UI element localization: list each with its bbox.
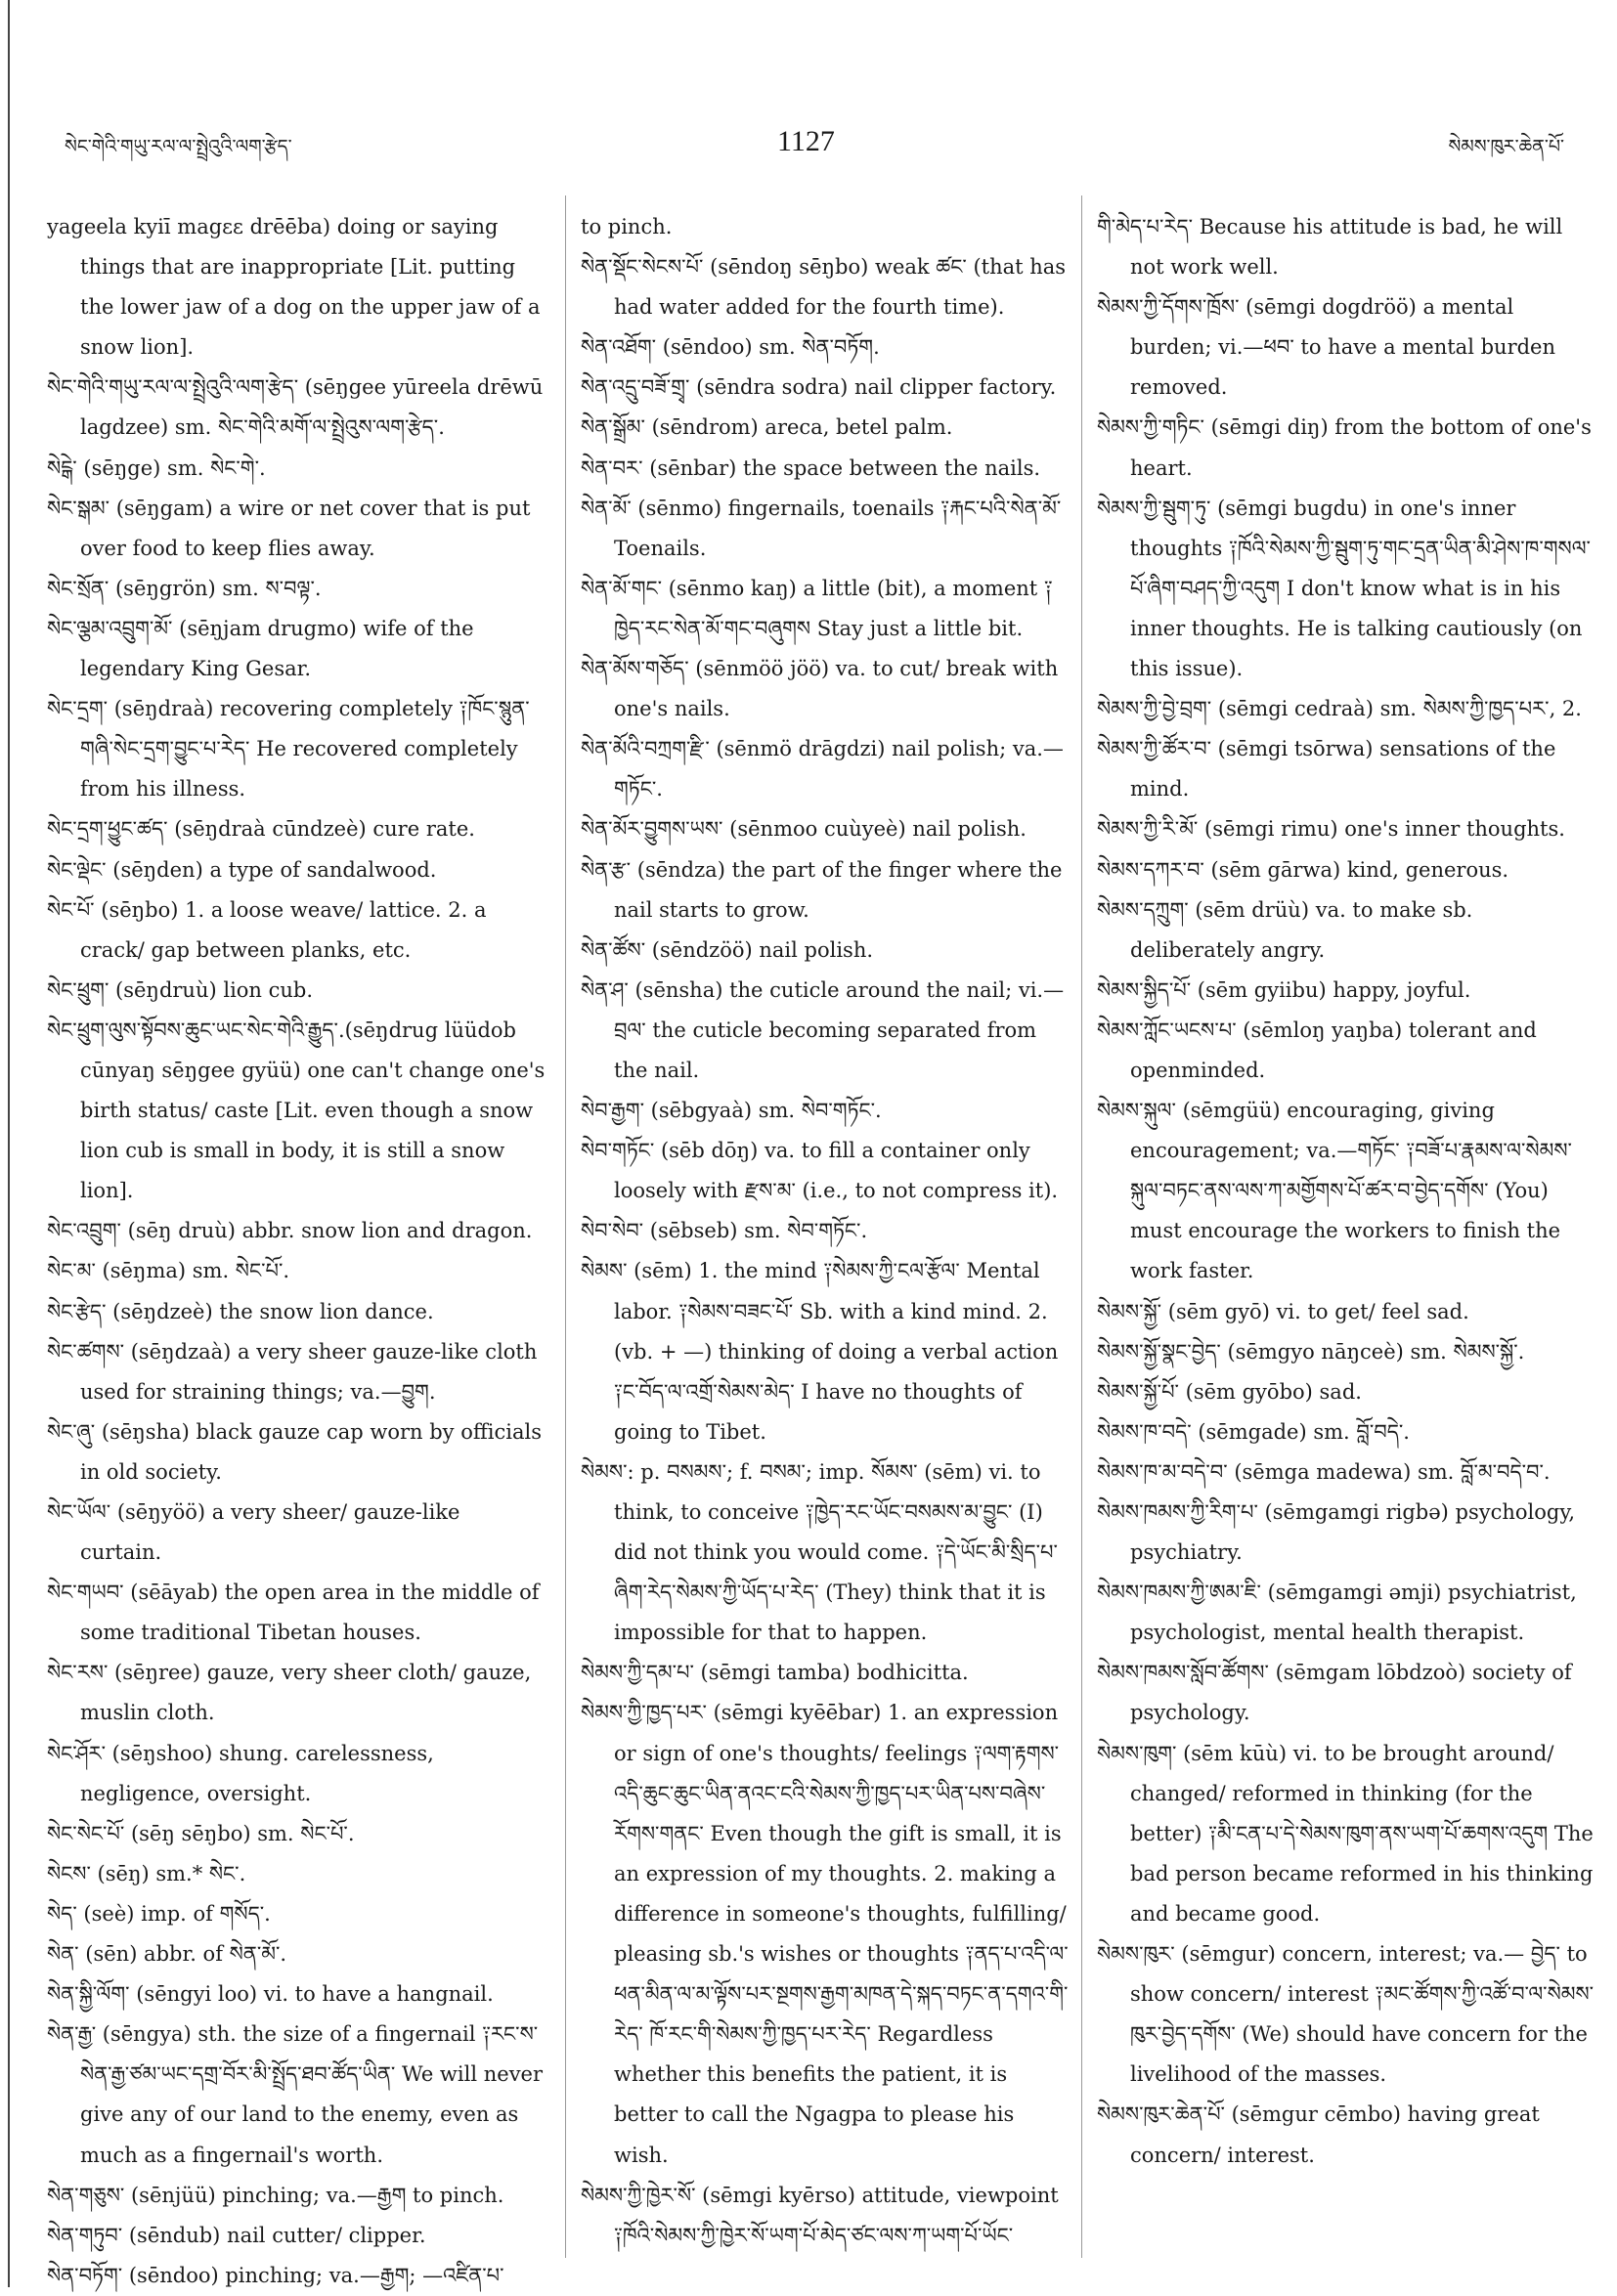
dictionary-entry: སེམས་ཁུར་ཆེན་པོ་ (sēmgur cēmbo) having great concern/ interest. <box>1097 2102 1540 2167</box>
dictionary-entry: སེང་ལྡེང་ (sēŋden) a type of sandalwood. <box>47 857 437 882</box>
dictionary-entry: སེན་གཅུས་ (sēnjüü) pinching; va.—རྒྱག to pinch. <box>47 2183 504 2207</box>
dictionary-entry: སེམས་ཁམས་ཀྱི་རིག་པ་ (sēmgamgi rigbə) psychology, psychiatry. <box>1097 1500 1576 1565</box>
dictionary-entry: སེན་ཚོས་ (sēndzöö) nail polish. <box>581 937 874 962</box>
dictionary-entry: སེང་སྲོན་ (sēŋgrön) sm. ས་བལྟ་. <box>47 576 322 600</box>
column-2 <box>581 207 1070 2256</box>
dictionary-entry: སེམས་སྐྱོ་སྣང་བྱེད་ (sēmgyo nāŋceè) sm. སེམས་སྐྱོ་. <box>1097 1339 1525 1364</box>
dictionary-entry: སེན་ (sēn) abbr. of སེན་མོ་. <box>47 1942 287 1967</box>
dictionary-entry: སེང་པོ་ (sēŋbo) 1. a loose weave/ lattice. 2. a crack/ gap between planks, etc. <box>47 897 487 962</box>
dictionary-entry: སེན་མོའི་བཀྲག་རྫི་ (sēnmö drāgdzi) nail polish; va.—གཏོང་. <box>581 737 1064 801</box>
dictionary-entry: སེན་མོར་བྱུགས་ཡས་ (sēnmoo cuùyeè) nail polish. <box>581 817 1027 842</box>
column-3 <box>1097 207 1595 2176</box>
top-edge-dots <box>0 0 1617 14</box>
dictionary-entry: སེམས་ཀྱི་ཚོར་བ་ (sēmgi tsōrwa) sensations of the mind. <box>1097 737 1556 801</box>
dictionary-entry: སེམས་ཁ་བདེ་ (sēmgade) sm. བློ་བདེ་. <box>1097 1419 1410 1444</box>
dictionary-entry: སེམས་སྐྱོ་ (sēm gyō) vi. to get/ feel sad. <box>1097 1299 1469 1323</box>
dictionary-entry: སེང་དྲག་ (sēŋdraà) recovering completely ༑ཁོང་སྙུན་གཞི་སེང་དྲག་བྱུང་པ་རེད་ He recovered completely from his illness. <box>47 697 530 801</box>
dictionary-entry: སེབ་གཏོང་ (sēb dōŋ) va. to fill a container only loosely with རྫས་མ་ (i.e., to not compress it). <box>581 1139 1059 1203</box>
dictionary-entry: སེམས་དཀྲུག་ (sēm drüù) va. to make sb. deliberately angry. <box>1097 897 1473 962</box>
dictionary-entry: སེད་ (seè) imp. of གསོད་. <box>47 1901 271 1926</box>
dictionary-entry: སེང་རས་ (sēŋree) gauze, very sheer cloth/ gauze, muslin cloth. <box>47 1661 532 1725</box>
dictionary-entry: སེན་འཐོག་ (sēndoo) sm. སེན་བཏོག. <box>581 335 880 360</box>
dictionary-entry: སེམས་སྐྱིད་པོ་ (sēm gyiibu) happy, joyful. <box>1097 977 1471 1002</box>
dictionary-entry: སེང་སྒམ་ (sēŋgam) a wire or net cover that is put over food to keep flies away. <box>47 496 531 560</box>
dictionary-entry: སེམས་ཀྱི་གཏིང་ (sēmgi diŋ) from the bottom of one's heart. <box>1097 415 1592 480</box>
dictionary-entry: སེན་མོ་ (sēnmo) fingernails, toenails ༑རྐང་པའི་སེན་མོ་ Toenails. <box>581 496 1062 560</box>
dictionary-entry: སེམས་: p. བསམས་; f. བསམ་; imp. སོམས་ (sēm) vi. to think, to conceive ༑ཁྱེད་རང་ཡོང་བསམས་མ་བྱུང་ (I) did not think you would come. ༑དེ་ཡོང་མི་སྲིད་པ་ཞིག་རེད་སེམས་ཀྱི་ཡོད་པ་རེད་ (They) think that it is impossible for that to happen. <box>581 1459 1058 1645</box>
running-head-right: སེམས་ཁུར་ཆེན་པོ་ <box>1448 136 1564 157</box>
running-header <box>0 125 1617 184</box>
dictionary-entry: སེན་མོ་གང་ (sēnmo kaŋ) a little (bit), a moment ༑ཁྱེད་རང་སེན་མོ་གང་བཞུགས Stay just a little bit. <box>581 576 1053 640</box>
dictionary-entry: སེང་ཚགས་ (sēŋdzaà) a very sheer gauze-like cloth used for straining things; va.—བྱུག. <box>47 1339 538 1404</box>
dictionary-entry: སེང་དྲག་ཕྱུང་ཚད་ (sēŋdraà cūndzeè) cure rate. <box>47 817 475 842</box>
dictionary-entry: སེམས་ཀྱི་དོགས་ཁྲོས་ (sēmgi dogdröö) a mental burden; vi.—ཕབ་ to have a mental burden removed. <box>1097 295 1555 400</box>
dictionary-entry: yageela kyiī magεε drēēba) doing or saying things that are inappropriate [Lit. putting the lower jaw of a dog on the upper jaw of a snow lion]. <box>47 215 541 360</box>
dictionary-entry: སེན་འདྲུ་བཟོ་གྲྭ་ (sēndra sodra) nail clipper factory. <box>581 375 1057 400</box>
dictionary-entry: སེམས་ཀློང་ཡངས་པ་ (sēmloŋ yaŋba) tolerant and openminded. <box>1097 1018 1537 1082</box>
column-divider <box>1081 195 1082 2258</box>
dictionary-entry: སེན་གཏུབ་ (sēndub) nail cutter/ clipper. <box>47 2223 426 2247</box>
dictionary-entry: སེན་མོས་གཅོད་ (sēnmöö jöö) va. to cut/ break with one's nails. <box>581 657 1059 721</box>
dictionary-entry: སེམས་དཀར་བ་ (sēm gārwa) kind, generous. <box>1097 857 1509 882</box>
dictionary-entry: སེམས་ཀྱི་རི་མོ་ (sēmgi rimu) one's inner thoughts. <box>1097 817 1565 842</box>
page-binding-rule <box>8 0 10 2287</box>
dictionary-entry: གི་མེད་པ་རེད་ Because his attitude is bad, he will not work well. <box>1097 215 1563 280</box>
dictionary-entry: སེམས་ཀྱི་ཁྱེར་སོ་ (sēmgi kyērso) attitude, viewpoint ༑ཁོའི་སེམས་ཀྱི་ཁྱེར་སོ་ཡག་པོ་མེད་ཙང་ལས་ཀ་ཡག་པོ་ཡོང་ <box>581 2183 1059 2247</box>
dictionary-entry: སེན་བར་ (sēnbar) the space between the nails. <box>581 455 1041 480</box>
dictionary-entry: སེམས་ཁམས་སློབ་ཚོགས་ (sēmgam lōbdzoò) society of psychology. <box>1097 1661 1572 1725</box>
column-divider <box>565 195 566 2258</box>
dictionary-entry: སེམས་ཀྱི་སྦུག་ཏུ་ (sēmgi bugdu) in one's inner thoughts ༑ཁོའི་སེམས་ཀྱི་སྦུག་ཏུ་གང་དྲན་ཡིན་མི་ཤེས་ཁ་གསལ་པོ་ཞིག་བཤད་ཀྱི་འདུག I don't know what is in his inner thoughts. He is talking cautiously (on this issue). <box>1097 496 1591 681</box>
dictionary-entry: སེམས་ཁུར་ (sēmgur) concern, interest; va.— བྱེད་ to show concern/ interest ༑མང་ཚོགས་ཀྱི་འཚོ་བ་ལ་སེམས་ཁུར་བྱེད་དགོས་ (We) should have concern for the livelihood of the masses. <box>1097 1942 1595 2087</box>
dictionary-entry: སེང་གཡབ་ (sēāyab) the open area in the middle of some traditional Tibetan houses. <box>47 1581 540 1645</box>
dictionary-entry: སེན་བཏོག་ (sēndoo) pinching; va.—རྒྱག; —འཛིན་པ་ <box>47 2263 504 2287</box>
running-head-left: སེང་གེའི་གཡུ་རལ་ལ་སྤྲེའུའི་ལག་རྩེད་ <box>65 136 292 157</box>
dictionary-entry: སེབ་རྒྱག་ (sēbgyaà) sm. སེབ་གཏོང་. <box>581 1099 882 1123</box>
dictionary-entry: སེང་ལྕམ་འབྲུག་མོ་ (sēŋjam drugmo) wife of the legendary King Gesar. <box>47 616 474 681</box>
dictionary-entry: སེན་རྩ་ (sēndza) the part of the finger where the nail starts to grow. <box>581 857 1063 922</box>
dictionary-entry: སེན་སྡོང་སེངས་པོ་ (sēndoŋ sēŋbo) weak ཚང་ (that has had water added for the fourth time). <box>581 255 1067 320</box>
dictionary-entry: སེན་ཤ་ (sēnsha) the cuticle around the nail; vi.—བྲལ་ the cuticle becoming separated from the nail. <box>581 977 1065 1082</box>
page-number: 1127 <box>777 125 835 157</box>
dictionary-entry: སེམས་ (sēm) 1. the mind ༑སེམས་ཀྱི་ངལ་རྩོལ་ Mental labor. ༑སེམས་བཟང་པོ་ Sb. with a kind mind. 2. (vb. + —) thinking of doing a verbal action ༑ང་བོད་ལ་འགྲོ་སེམས་མེད་ I have no thoughts of going to Tibet. <box>581 1259 1059 1444</box>
dictionary-entry: སེམས་ཁམས་ཀྱི་ཨམ་ཇི་ (sēmgamgi əmji) psychiatrist, psychologist, mental health therapist. <box>1097 1581 1577 1645</box>
dictionary-entry: སེམས་སྐྱོ་པོ་ (sēm gyōbo) sad. <box>1097 1379 1362 1404</box>
dictionary-entry: སེམས་ཀྱི་ཁྱད་པར་ (sēmgi kyēēbar) 1. an expression or sign of one's thoughts/ feelings ༑ལག་རྟགས་འདི་ཆུང་ཆུང་ཡིན་ནའང་ངའི་སེམས་ཀྱི་ཁྱད་པར་ཡིན་པས་བཞེས་རོགས་གནང་ Even though the gift is small, it is an expression of my thoughts. 2. making a difference in someone's thoughts, fulfilling/ pleasing sb.'s wishes or thoughts ༑ནད་པ་འདི་ལ་ཕན་མིན་ལ་མ་ལྟོས་པར་སྔགས་རྒྱག་མཁན་དེ་སྐད་བཏང་ན་དགའ་གི་རེད་ ཁོ་རང་གི་སེམས་ཀྱི་ཁྱད་པར་རེད་ Regardless whether this benefits the patient, it is better to call the Ngagpa to please his wish. <box>581 1701 1069 2167</box>
dictionary-entry: སེང་འབྲུག་ (sēŋ druù) abbr. snow lion and dragon. <box>47 1219 533 1243</box>
dictionary-entry: སེམས་ཁ་མ་བདེ་བ་ (sēmga madewa) sm. བློ་མ་བདེ་བ་. <box>1097 1459 1551 1484</box>
column-1 <box>47 207 546 2296</box>
dictionary-entry: སེང་ཤོར་ (sēŋshoo) shung. carelessness, negligence, oversight. <box>47 1741 434 1805</box>
dictionary-entry: སེང་ཞུ་ (sēŋsha) black gauze cap worn by officials in old society. <box>47 1419 542 1484</box>
dictionary-entry: སེང་རྩེད་ (sēŋdzeè) the snow lion dance. <box>47 1299 434 1323</box>
dictionary-entry: སེན་སྐྱི་ལོག་ (sēngyi loo) vi. to have a hangnail. <box>47 1982 494 2007</box>
dictionary-entry: སེངས་ (sēŋ) sm.* སེང་. <box>47 1861 246 1885</box>
dictionary-entry: སེམས་ཀྱི་བྱེ་བྲག་ (sēmgi cedraà) sm. སེམས་ཀྱི་ཁྱད་པར་, 2. <box>1097 697 1582 721</box>
dictionary-entry: སེན་རྒྱ་ (sēngya) sth. the size of a fingernail ༑རང་ས་སེན་རྒྱ་ཙམ་ཡང་དགྲ་བོར་མི་སྤྲོད་ཐབ་ཚོད་ཡིན་ We will never give any of our land to the enemy, even as much as a fingernail's worth. <box>47 2022 544 2167</box>
dictionary-entry: སེང་ཕྲུག་ (sēŋdruù) lion cub. <box>47 977 314 1002</box>
dictionary-entry: སེན་སྒྲོམ་ (sēndrom) areca, betel palm. <box>581 415 953 440</box>
dictionary-entry: སེམས་སྐུལ་ (sēmgüü) encouraging, giving encouragement; va.—གཏོང་ ༑བཟོ་པ་རྣམས་ལ་སེམས་སྐུལ་བཏང་ནས་ལས་ཀ་མགྱོགས་པོ་ཚར་བ་བྱེད་དགོས་ (You) must encourage the workers to finish the work faster. <box>1097 1099 1572 1283</box>
dictionary-entry: སེང་སེང་པོ་ (sēŋ sēŋbo) sm. སེང་པོ་. <box>47 1821 355 1845</box>
dictionary-entry: སེབ་སེབ་ (sēbseb) sm. སེབ་གཏོང་. <box>581 1219 868 1243</box>
dictionary-entry: སེང་གེའི་གཡུ་རལ་ལ་སྤྲེའུའི་ལག་རྩེད་ (sēŋgee yūreela drēwū lagdzee) sm. སེང་གེའི་མགོ་ལ་སྤྲེའུས་ལག་རྩེད་. <box>47 375 544 440</box>
dictionary-entry: སེང་ཕྲུག་ལུས་སྟོབས་ཆུང་ཡང་སེང་གེའི་རྒྱུད་.(sēŋdrug lüüdob cūnyaŋ sēŋgee gyüü) one can't change one's birth status/ caste [Lit. even though a snow lion cub is small in body, it is still a snow lion]. <box>47 1018 546 1203</box>
dictionary-entry: སེམས་ཁུག་ (sēm kūù) vi. to be brought around/ changed/ reformed in thinking (for the better) ༑མི་ངན་པ་དེ་སེམས་ཁུག་ནས་ཡག་པོ་ཆགས་འདུག The bad person became reformed in his thinking and became good. <box>1097 1741 1594 1926</box>
dictionary-entry: སེངྒེ་ (sēŋge) sm. སེང་གེ་. <box>47 455 266 480</box>
dictionary-entry: སེང་མ་ (sēŋma) sm. སེང་པོ་. <box>47 1259 290 1283</box>
dictionary-entry: སེང་ཡོལ་ (sēŋyöö) a very sheer/ gauze-like curtain. <box>47 1500 460 1565</box>
dictionary-entry: སེམས་ཀྱི་དམ་པ་ (sēmgi tamba) bodhicitta. <box>581 1661 969 1685</box>
dictionary-entry: to pinch. <box>581 215 673 238</box>
